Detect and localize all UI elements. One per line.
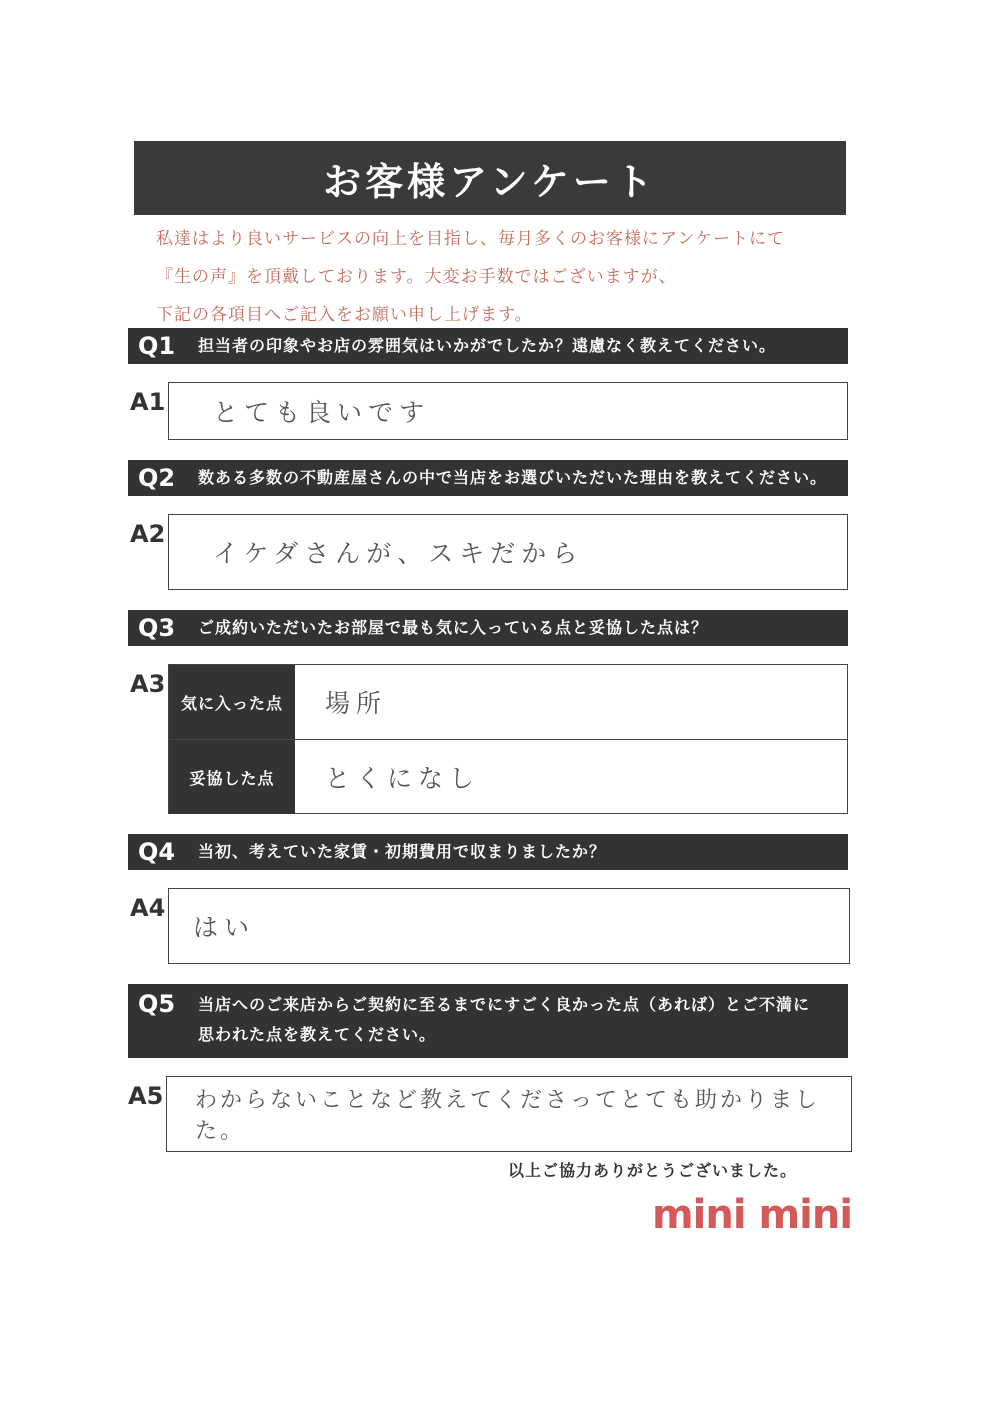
question-3-label: Q3 bbox=[138, 614, 176, 642]
minimini-logo: mini mini bbox=[652, 1192, 853, 1238]
compromise-row bbox=[169, 739, 847, 814]
question-5-text-line: 思われた点を教えてください。 bbox=[198, 1025, 437, 1044]
question-3-text: ご成約いただいたお部屋で最も気に入っている点と妥協した点は？ bbox=[198, 618, 709, 637]
question-3-bar bbox=[128, 610, 848, 646]
question-1-text: 担当者の印象やお店の雰囲気はいかがでしたか？遠慮なく教えてください。 bbox=[198, 336, 777, 355]
intro-line: 私達はより良いサービスの向上を目指し、毎月多くのお客様にアンケートにて bbox=[156, 229, 785, 249]
intro-text bbox=[156, 220, 836, 334]
question-4-label: Q4 bbox=[138, 838, 176, 866]
compromise-field[interactable]: とくになし bbox=[325, 764, 481, 793]
closing-message: 以上ご協力ありがとうございました。 bbox=[508, 1161, 798, 1180]
answer-2-field[interactable]: イケダさんが、スキだから bbox=[168, 514, 848, 590]
question-5-label: Q5 bbox=[138, 990, 176, 1018]
question-1-bar bbox=[128, 328, 848, 364]
answer-1-field[interactable]: とても良いです bbox=[168, 382, 848, 440]
question-2-bar bbox=[128, 460, 848, 496]
intro-line: 下記の各項目へご記入をお願い申し上げます。 bbox=[156, 305, 533, 325]
question-4-bar bbox=[128, 834, 848, 870]
liked-row bbox=[169, 665, 847, 739]
question-5-bar bbox=[128, 984, 848, 1058]
answer-4-label: A4 bbox=[130, 894, 166, 922]
liked-label: 気に入った点 bbox=[169, 665, 295, 739]
answer-3-table bbox=[168, 664, 848, 814]
question-1-label: Q1 bbox=[138, 332, 176, 360]
question-2-text: 数ある多数の不動産屋さんの中で当店をお選びいただいた理由を教えてください。 bbox=[198, 468, 828, 487]
answer-3-label: A3 bbox=[130, 670, 166, 698]
question-4-text: 当初、考えていた家賃・初期費用で収まりましたか？ bbox=[198, 842, 607, 861]
intro-line: 『生の声』を頂戴しております。大変お手数ではございますが、 bbox=[156, 267, 677, 287]
liked-field[interactable]: 場所 bbox=[325, 689, 388, 718]
answer-1-label: A1 bbox=[130, 388, 166, 416]
answer-5-label: A5 bbox=[128, 1082, 164, 1110]
page-title: お客様アンケート bbox=[134, 141, 846, 215]
answer-2-label: A2 bbox=[130, 520, 166, 548]
answer-4-field[interactable]: はい bbox=[168, 888, 850, 964]
answer-5-field[interactable]: わからないことなど教えてくださってとても助かりました。 bbox=[166, 1076, 852, 1152]
question-5-text-line: 当店へのご来店からご契約に至るまでにすごく良かった点（あれば）とご不満に bbox=[198, 995, 811, 1014]
compromise-label: 妥協した点 bbox=[169, 740, 295, 814]
question-5-text bbox=[198, 990, 810, 1050]
question-2-label: Q2 bbox=[138, 464, 176, 492]
